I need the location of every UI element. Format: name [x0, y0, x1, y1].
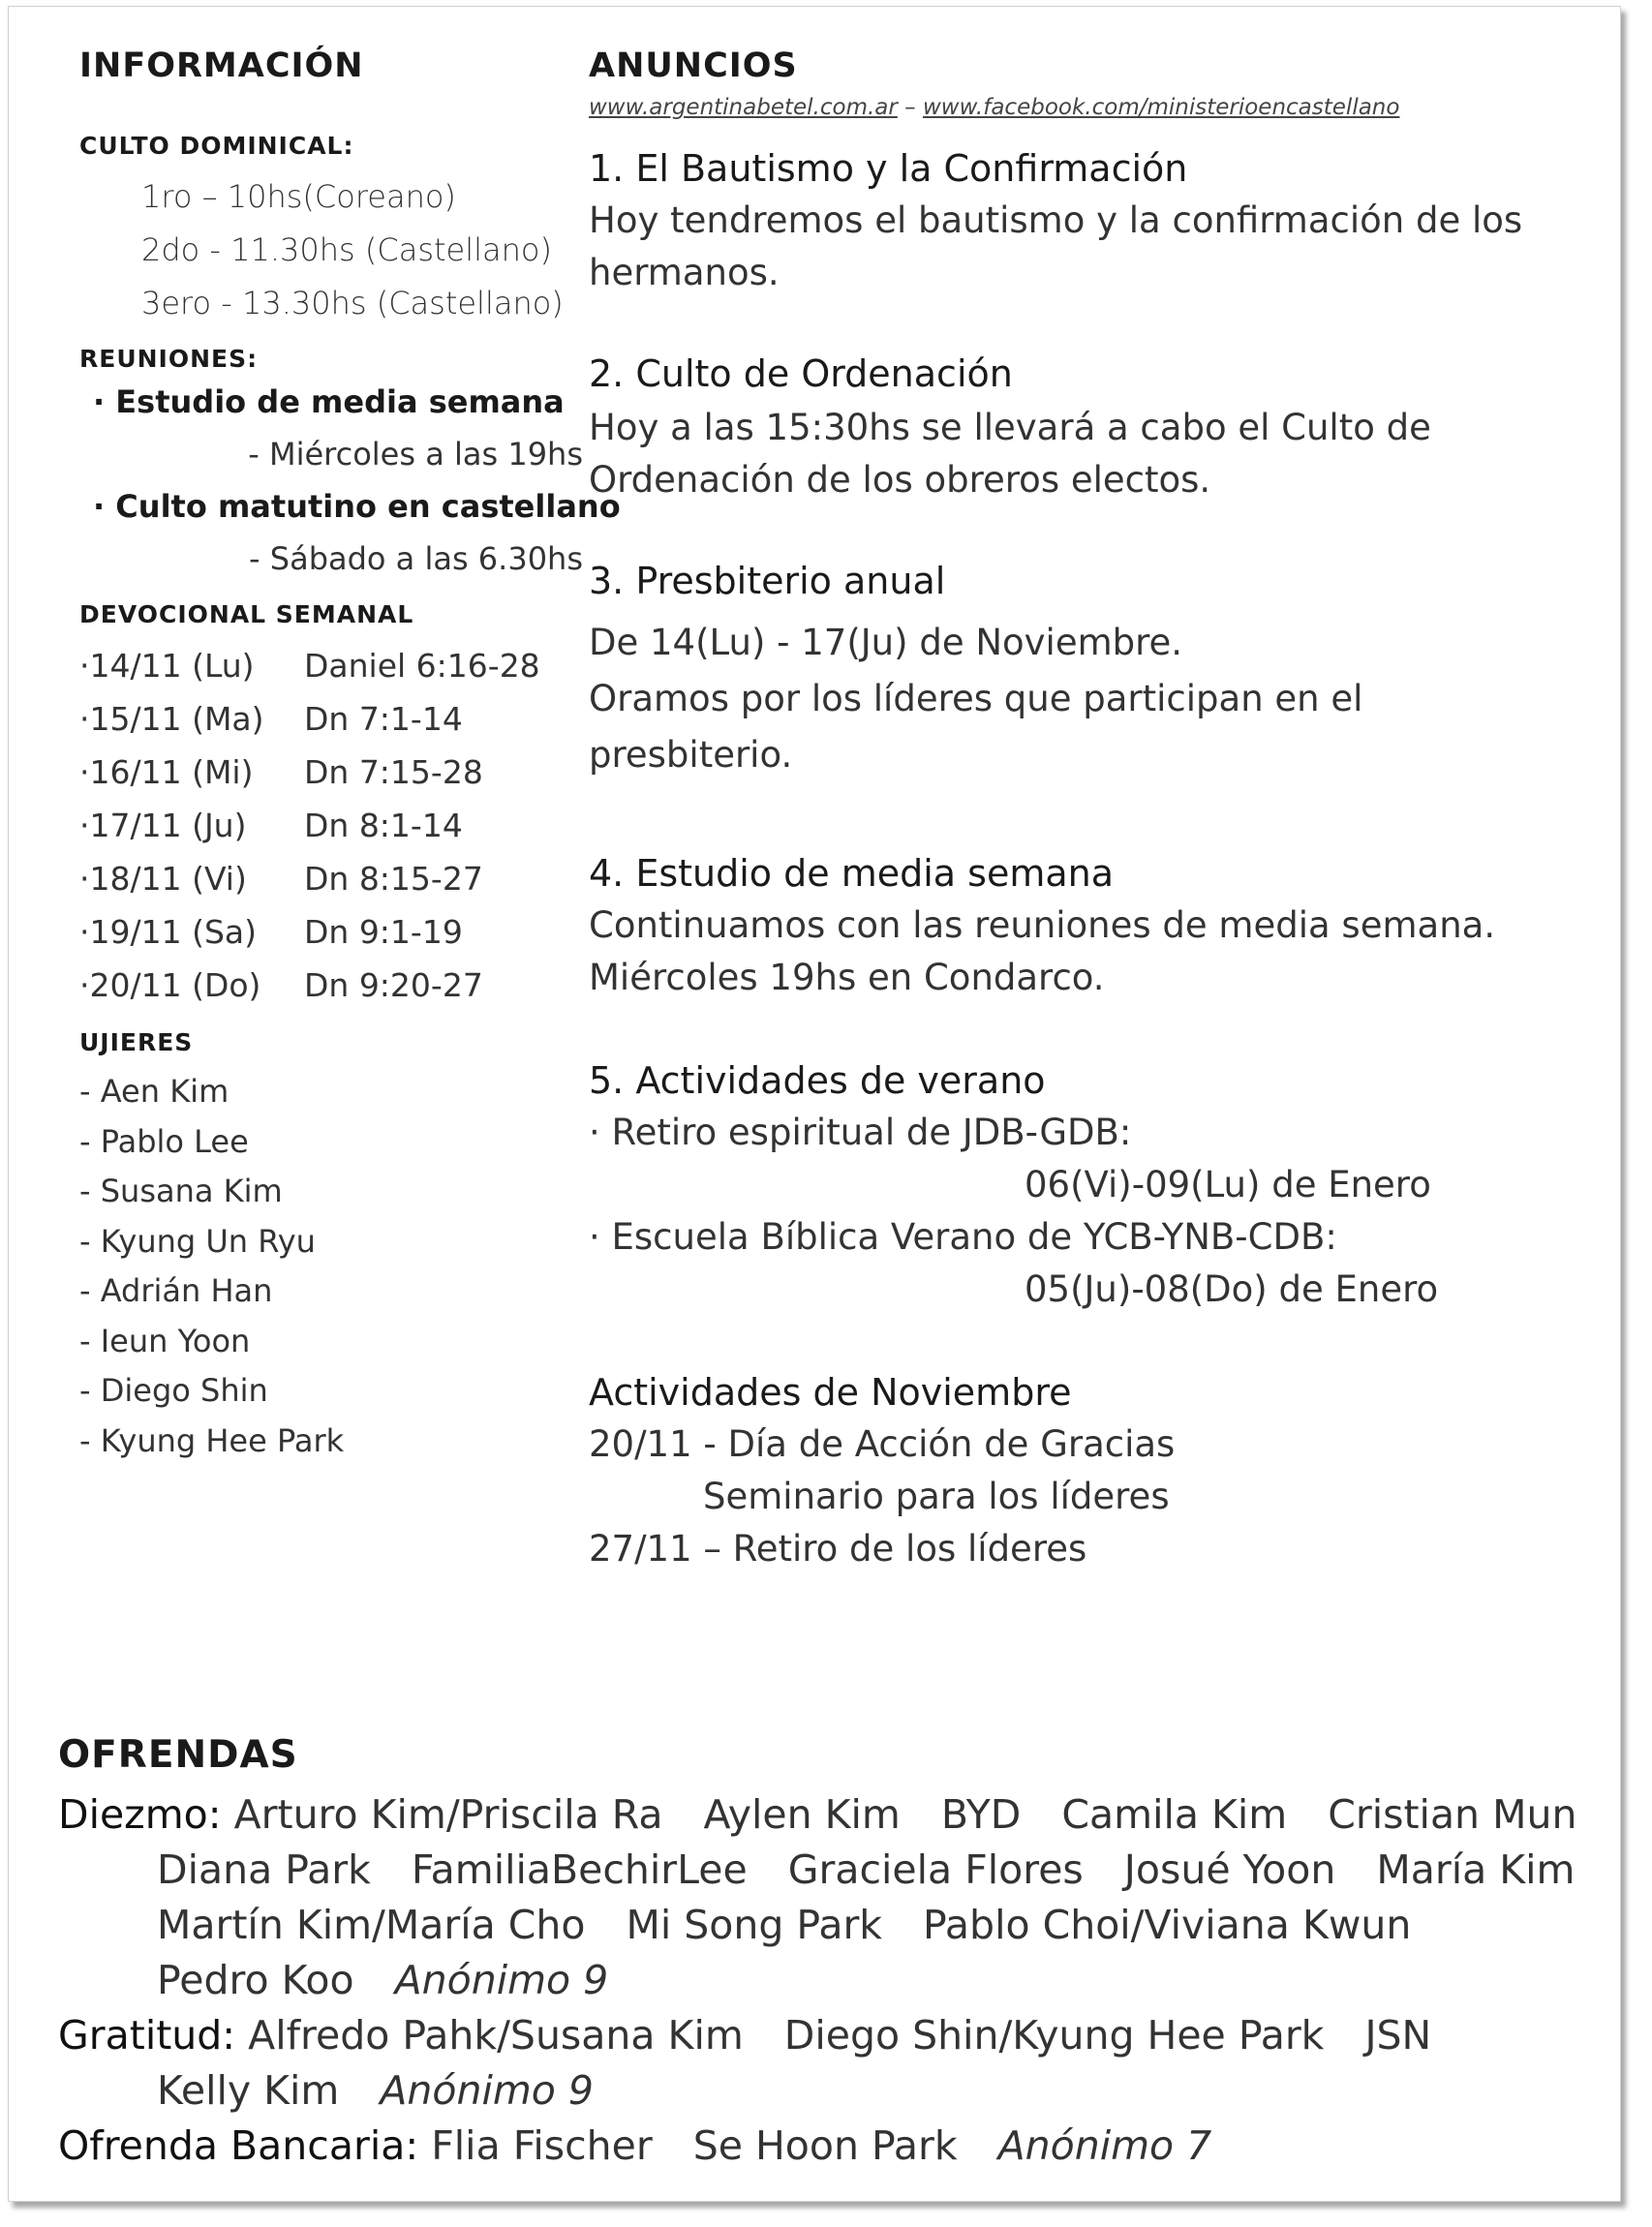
anuncio-title: Actividades de Noviembre: [589, 1371, 1072, 1414]
anuncio-text: · Escuela Bíblica Verano de YCB-YNB-CDB:: [589, 1216, 1337, 1258]
devocional-date: ·16/11 (Mi): [79, 753, 254, 791]
culto-item: 1ro – 10hs(Coreano): [141, 178, 456, 215]
ofrenda-name: María Kim: [1376, 1846, 1576, 1893]
reunion-title: · Estudio de media semana: [93, 383, 565, 420]
ofrenda-name: Alfredo Pahk/Susana Kim: [248, 2012, 744, 2059]
reuniones-heading: REUNIONES:: [79, 345, 259, 373]
diezmo-line: [157, 1957, 608, 2003]
ofrenda-name: Martín Kim/María Cho: [157, 1902, 586, 1948]
devocional-ref: Daniel 6:16-28: [304, 647, 540, 685]
anuncio-title: 2. Culto de Ordenación: [589, 352, 1013, 395]
devocional-ref: Dn 8:1-14: [304, 807, 463, 844]
facebook-link[interactable]: www.facebook.com/ministerioencastellano: [922, 95, 1400, 120]
anuncio-title: 4. Estudio de media semana: [589, 852, 1115, 895]
anuncio-title: 1. El Bautismo y la Confirmación: [589, 147, 1188, 190]
ofrenda-name: Cristian Mun: [1328, 1791, 1577, 1838]
anuncio-text: 27/11 – Retiro de los líderes: [589, 1528, 1087, 1570]
ujier-name: - Susana Kim: [79, 1173, 283, 1209]
anuncios-column: [589, 46, 1596, 1570]
anuncio-text: Miércoles 19hs en Condarco.: [589, 957, 1105, 998]
ofrenda-name: Arturo Kim/Priscila Ra: [233, 1791, 663, 1838]
ofrenda-anonymous: Anónimo 9: [380, 2067, 595, 2114]
website-links: [589, 95, 1399, 120]
diezmo-label: Diezmo:: [58, 1791, 222, 1838]
ofrenda-name: Diana Park: [157, 1846, 371, 1893]
anuncio-title: 3. Presbiterio anual: [589, 560, 946, 602]
ofrenda-name: Graciela Flores: [787, 1846, 1084, 1893]
anuncio-text: presbiterio.: [589, 734, 793, 776]
anuncio-text: Seminario para los líderes: [703, 1476, 1170, 1517]
ofrenda-name: Josué Yoon: [1123, 1846, 1336, 1893]
anuncio-text: · Retiro espiritual de JDB-GDB:: [589, 1112, 1132, 1153]
anuncio-text: Oramos por los líderes que participan en el: [589, 678, 1363, 719]
anuncio-text: Hoy tendremos el bautismo y la confirmación de los: [589, 199, 1523, 241]
bancaria-label: Ofrenda Bancaria:: [58, 2122, 419, 2169]
culto-heading: CULTO DOMINICAL:: [79, 132, 354, 160]
ujier-name: - Kyung Hee Park: [79, 1422, 345, 1459]
anuncio-text: Continuamos con las reuniones de media semana.: [589, 904, 1496, 946]
ofrendas-section: [58, 1733, 1607, 2169]
anuncio-text: 20/11 - Día de Acción de Gracias: [589, 1423, 1176, 1465]
diezmo-line: [157, 1846, 1575, 1893]
ofrenda-name: Diego Shin/Kyung Hee Park: [783, 2012, 1325, 2059]
anuncio-text: De 14(Lu) - 17(Ju) de Noviembre.: [589, 622, 1183, 663]
ujier-name: - Adrián Han: [79, 1272, 273, 1309]
gratitud-line: [58, 2012, 1431, 2059]
devocional-date: ·20/11 (Do): [79, 966, 261, 1004]
devocional-ref: Dn 7:15-28: [304, 753, 483, 791]
ofrenda-name: Flia Fischer: [431, 2122, 653, 2169]
ofrenda-name: FamiliaBechirLee: [411, 1846, 748, 1893]
anuncio-title: 5. Actividades de verano: [589, 1059, 1046, 1102]
anuncio-text: 05(Ju)-08(Do) de Enero: [1025, 1268, 1439, 1310]
gratitud-label: Gratitud:: [58, 2012, 236, 2059]
website-link[interactable]: www.argentinabetel.com.ar: [589, 95, 898, 120]
reunion-time: - Miércoles a las 19hs: [248, 436, 583, 473]
anuncio-text: 06(Vi)-09(Lu) de Enero: [1025, 1164, 1431, 1205]
ujieres-heading: UJIERES: [79, 1028, 194, 1056]
anuncio-text: Ordenación de los obreros electos.: [589, 459, 1211, 501]
informacion-title: INFORMACIÓN: [79, 46, 364, 85]
devocional-ref: Dn 8:15-27: [304, 860, 483, 898]
link-separator: –: [897, 95, 923, 120]
anuncios-title: ANUNCIOS: [589, 46, 798, 85]
diezmo-line: [58, 1791, 1576, 1838]
ujier-name: - Kyung Un Ryu: [79, 1223, 316, 1260]
culto-item: 2do - 11.30hs (Castellano): [141, 231, 552, 268]
diezmo-line: [157, 1902, 1411, 1948]
anuncio-text: Hoy a las 15:30hs se llevará a cabo el Culto de: [589, 407, 1431, 448]
devocional-date: ·14/11 (Lu): [79, 647, 255, 685]
devocional-date: ·19/11 (Sa): [79, 913, 257, 951]
ofrenda-name: Pablo Choi/Viviana Kwun: [923, 1902, 1412, 1948]
ofrenda-name: Kelly Kim: [157, 2067, 340, 2114]
devocional-ref: Dn 9:20-27: [304, 966, 483, 1004]
devocional-ref: Dn 9:1-19: [304, 913, 463, 951]
ujier-name: - Diego Shin: [79, 1372, 268, 1409]
ujier-name: - Pablo Lee: [79, 1123, 249, 1160]
ofrenda-name: Pedro Koo: [157, 1957, 354, 2003]
ofrenda-name: Camila Kim: [1061, 1791, 1288, 1838]
ujier-name: - Ieun Yoon: [79, 1323, 251, 1359]
devocional-date: ·18/11 (Vi): [79, 860, 247, 898]
ofrenda-name: BYD: [940, 1791, 1022, 1838]
devocional-ref: Dn 7:1-14: [304, 700, 463, 738]
ujier-name: - Aen Kim: [79, 1073, 229, 1110]
devocional-heading: DEVOCIONAL SEMANAL: [79, 600, 414, 628]
anuncio-text: hermanos.: [589, 252, 780, 293]
ofrenda-name: JSN: [1364, 2012, 1432, 2059]
ofrenda-name: Mi Song Park: [626, 1902, 883, 1948]
ofrendas-title: OFRENDAS: [58, 1733, 298, 1777]
ofrenda-anonymous: Anónimo 9: [394, 1957, 609, 2003]
reunion-title: · Culto matutino en castellano: [93, 488, 621, 525]
devocional-date: ·15/11 (Ma): [79, 700, 264, 738]
ofrenda-name: Aylen Kim: [703, 1791, 901, 1838]
ofrenda-name: Se Hoon Park: [692, 2122, 958, 2169]
culto-item: 3ero - 13.30hs (Castellano): [141, 285, 564, 321]
informacion-column: [79, 46, 621, 1459]
gratitud-line: [157, 2067, 594, 2114]
devocional-date: ·17/11 (Ju): [79, 807, 247, 844]
ofrenda-anonymous: Anónimo 7: [997, 2122, 1212, 2169]
bancaria-line: [58, 2122, 1211, 2169]
reunion-time: - Sábado a las 6.30hs: [249, 540, 583, 577]
